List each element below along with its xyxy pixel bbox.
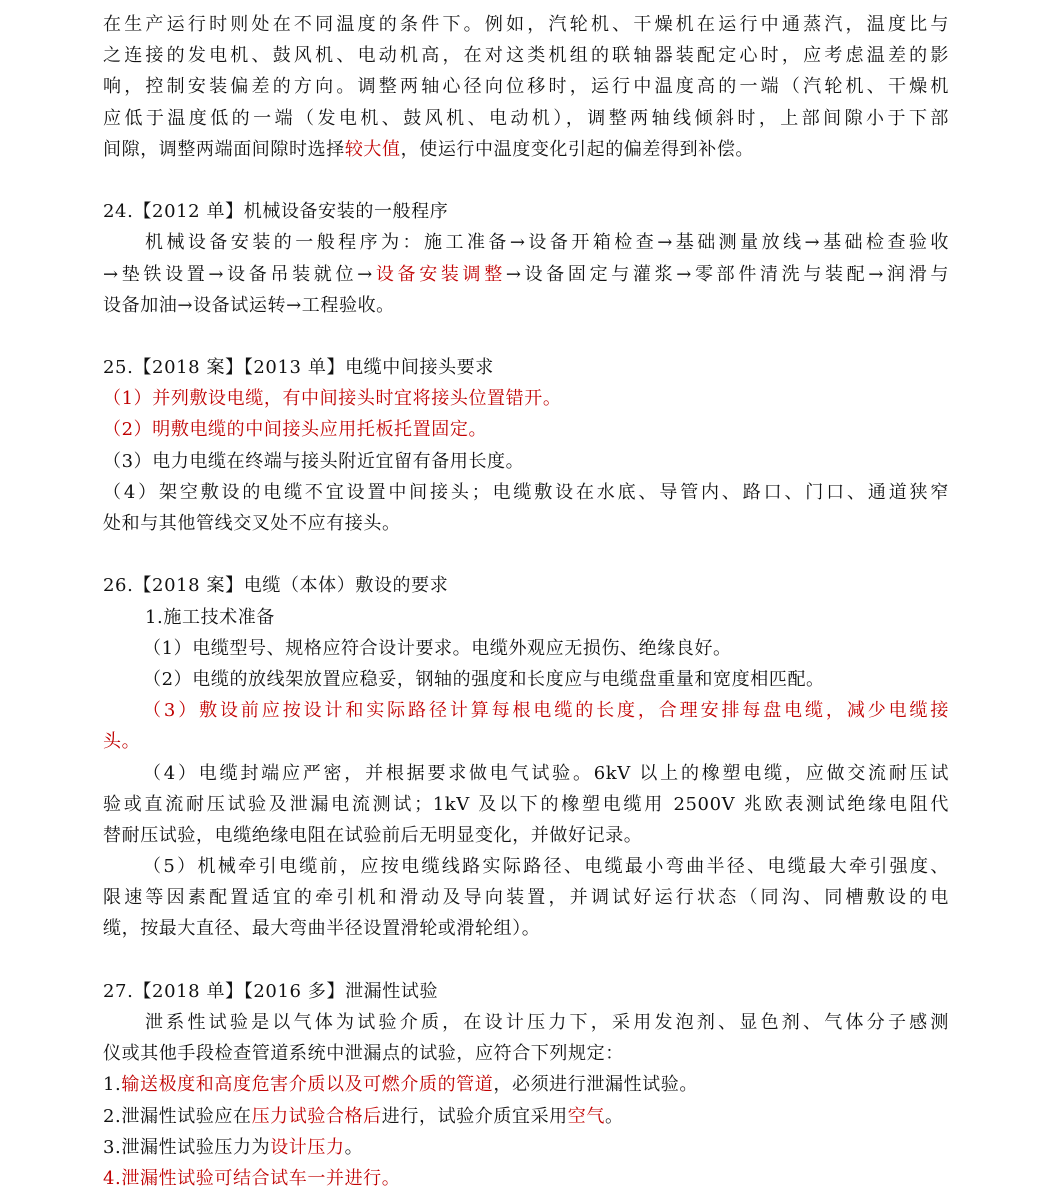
highlighted-text: 头。: [103, 731, 141, 753]
section-heading-24: 24.【2012 单】机械设备安装的一般程序: [103, 201, 449, 223]
paragraph-line: [103, 1007, 949, 1038]
blank-line: [103, 165, 949, 196]
list-item-continuation: [103, 508, 949, 539]
text-run: 进行，试验介质宜采用: [381, 1105, 568, 1127]
text-run: 限速等因素配置适宜的牵引机和滑动及导向装置，并调试好运行状态（同沟、同槽敷设的电: [103, 887, 949, 909]
text-run: 缆，按最大直径、最大弯曲半径设置滑轮或滑轮组）。: [103, 918, 541, 940]
list-item: [103, 446, 949, 477]
text-run: （5）机械牵引电缆前，应按电缆线路实际路径、电缆最小弯曲半径、电缆最大牵引强度、: [143, 856, 949, 878]
paragraph-line: [103, 259, 949, 290]
paragraph-line: [103, 134, 949, 165]
text-run: （1）电缆型号、规格应符合设计要求。电缆外观应无损伤、绝缘良好。: [143, 637, 732, 659]
text-run: 应低于温度低的一端（发电机、鼓风机、电动机），调整两轴线倾斜时，上部间隙小于下部: [103, 107, 949, 129]
text-run: 仪或其他手段检查管道系统中泄漏点的试验，应符合下列规定：: [103, 1043, 624, 1065]
text-run: （3）电力电缆在终端与接头附近宜留有备用长度。: [103, 450, 525, 472]
text-run: 。: [604, 1105, 624, 1127]
list-item: [103, 414, 949, 445]
text-run: 。: [344, 1136, 364, 1158]
paragraph-line: [103, 9, 949, 40]
blank-line: [103, 321, 949, 352]
text-run: 之连接的发电机、鼓风机、电动机高，在对这类机组的联轴器装配定心时，应考虑温差的影: [103, 45, 949, 67]
list-item: [103, 1069, 949, 1100]
paragraph-line: [103, 71, 949, 102]
highlighted-text: （1）并列敷设电缆，有中间接头时宜将接头位置错开。: [103, 388, 562, 410]
blank-line: [103, 945, 949, 976]
highlighted-text: 压力试验合格后: [251, 1105, 382, 1127]
text-run: 1.: [103, 1074, 122, 1096]
text-run: 机械设备安装的一般程序为：施工准备→设备开箱检查→基础测量放线→基础检查验收: [145, 232, 949, 254]
blank-line: [103, 539, 949, 570]
paragraph-line: [103, 227, 949, 258]
text-run: 设备加油→设备试运转→工程验收。: [103, 294, 395, 316]
text-run: （4）架空敷设的电缆不宜设置中间接头；电缆敷设在水底、导管内、路口、门口、通道狭窄: [103, 481, 949, 503]
subheading: 1.施工技术准备: [145, 606, 275, 628]
text-run: （2）电缆的放线架放置应稳妥，钢轴的强度和长度应与电缆盘重量和宽度相匹配。: [143, 668, 825, 690]
document-page: [103, 9, 949, 1194]
text-run: 替耐压试验，电缆绝缘电阻在试验前后无明显变化，并做好记录。: [103, 824, 643, 846]
text-run: （4）电缆封端应严密，并根据要求做电气试验。6kV 以上的橡塑电缆，应做交流耐压试: [143, 762, 949, 784]
text-run: →设备固定与灌浆→零部件清洗与装配→润滑与: [505, 263, 949, 285]
list-item: [103, 664, 949, 695]
highlighted-text: 空气: [567, 1105, 605, 1127]
text-run: 响，控制安装偏差的方向。调整两轴心径向位移时，运行中温度高的一端（汽轮机、干燥机: [103, 76, 949, 98]
text-run: 验或直流耐压试验及泄漏电流测试；1kV 及以下的橡塑电缆用 2500V 兆欧表测试绝缘电阻代: [103, 793, 949, 815]
highlighted-text: 输送极度和高度危害介质以及可燃介质的管道: [121, 1074, 494, 1096]
section-heading-26: 26.【2018 案】电缆（本体）敷设的要求: [103, 575, 449, 597]
list-item: [103, 383, 949, 414]
paragraph-line: [103, 40, 949, 71]
list-item: [103, 1132, 949, 1163]
text-run: 处和与其他管线交叉处不应有接头。: [103, 513, 401, 534]
paragraph-line: [103, 103, 949, 134]
text-run: 2.泄漏性试验应在: [103, 1105, 252, 1127]
list-item-continuation: [103, 913, 949, 944]
highlighted-text: 4.泄漏性试验可结合试车一并进行。: [103, 1167, 401, 1189]
list-item-continuation: [103, 820, 949, 851]
text-run: ，必须进行泄漏性试验。: [493, 1074, 698, 1096]
paragraph-line: [103, 290, 949, 321]
highlighted-text: （2）明敷电缆的中间接头应用托板托置固定。: [103, 419, 488, 441]
highlighted-text: 设计压力: [270, 1136, 345, 1158]
section-heading-27: 27.【2018 单】【2016 多】泄漏性试验: [103, 980, 439, 1002]
text-run: ，使运行中温度变化引起的偏差得到补偿。: [400, 138, 755, 160]
list-item: [103, 477, 949, 508]
list-item: [103, 633, 949, 664]
text-run: 泄系性试验是以气体为试验介质，在设计压力下，采用发泡剂、显色剂、气体分子感测: [145, 1012, 949, 1033]
highlighted-text: （3）敷设前应按设计和实际路径计算每根电缆的长度，合理安排每盘电缆，减少电缆接: [143, 700, 949, 722]
list-item: [103, 695, 949, 726]
text-run: →垫铁设置→设备吊装就位→: [103, 263, 373, 285]
highlighted-text: 设备安装调整: [372, 263, 506, 285]
text-run: 间隙，调整两端面间隙时选择: [103, 138, 345, 160]
highlighted-text: 较大值: [344, 138, 401, 160]
paragraph-line: [103, 1038, 949, 1069]
list-item: [103, 1163, 949, 1194]
list-item: [103, 851, 949, 882]
text-run: 3.泄漏性试验压力为: [103, 1136, 271, 1158]
list-item: [103, 1101, 949, 1132]
text-run: 在生产运行时则处在不同温度的条件下。例如，汽轮机、干燥机在运行中通蒸汽，温度比与: [103, 14, 949, 35]
section-heading-25: 25.【2018 案】【2013 单】电缆中间接头要求: [103, 357, 494, 379]
list-item-continuation: [103, 726, 949, 757]
list-item-continuation: [103, 882, 949, 913]
list-item-continuation: [103, 789, 949, 820]
list-item: [103, 758, 949, 789]
